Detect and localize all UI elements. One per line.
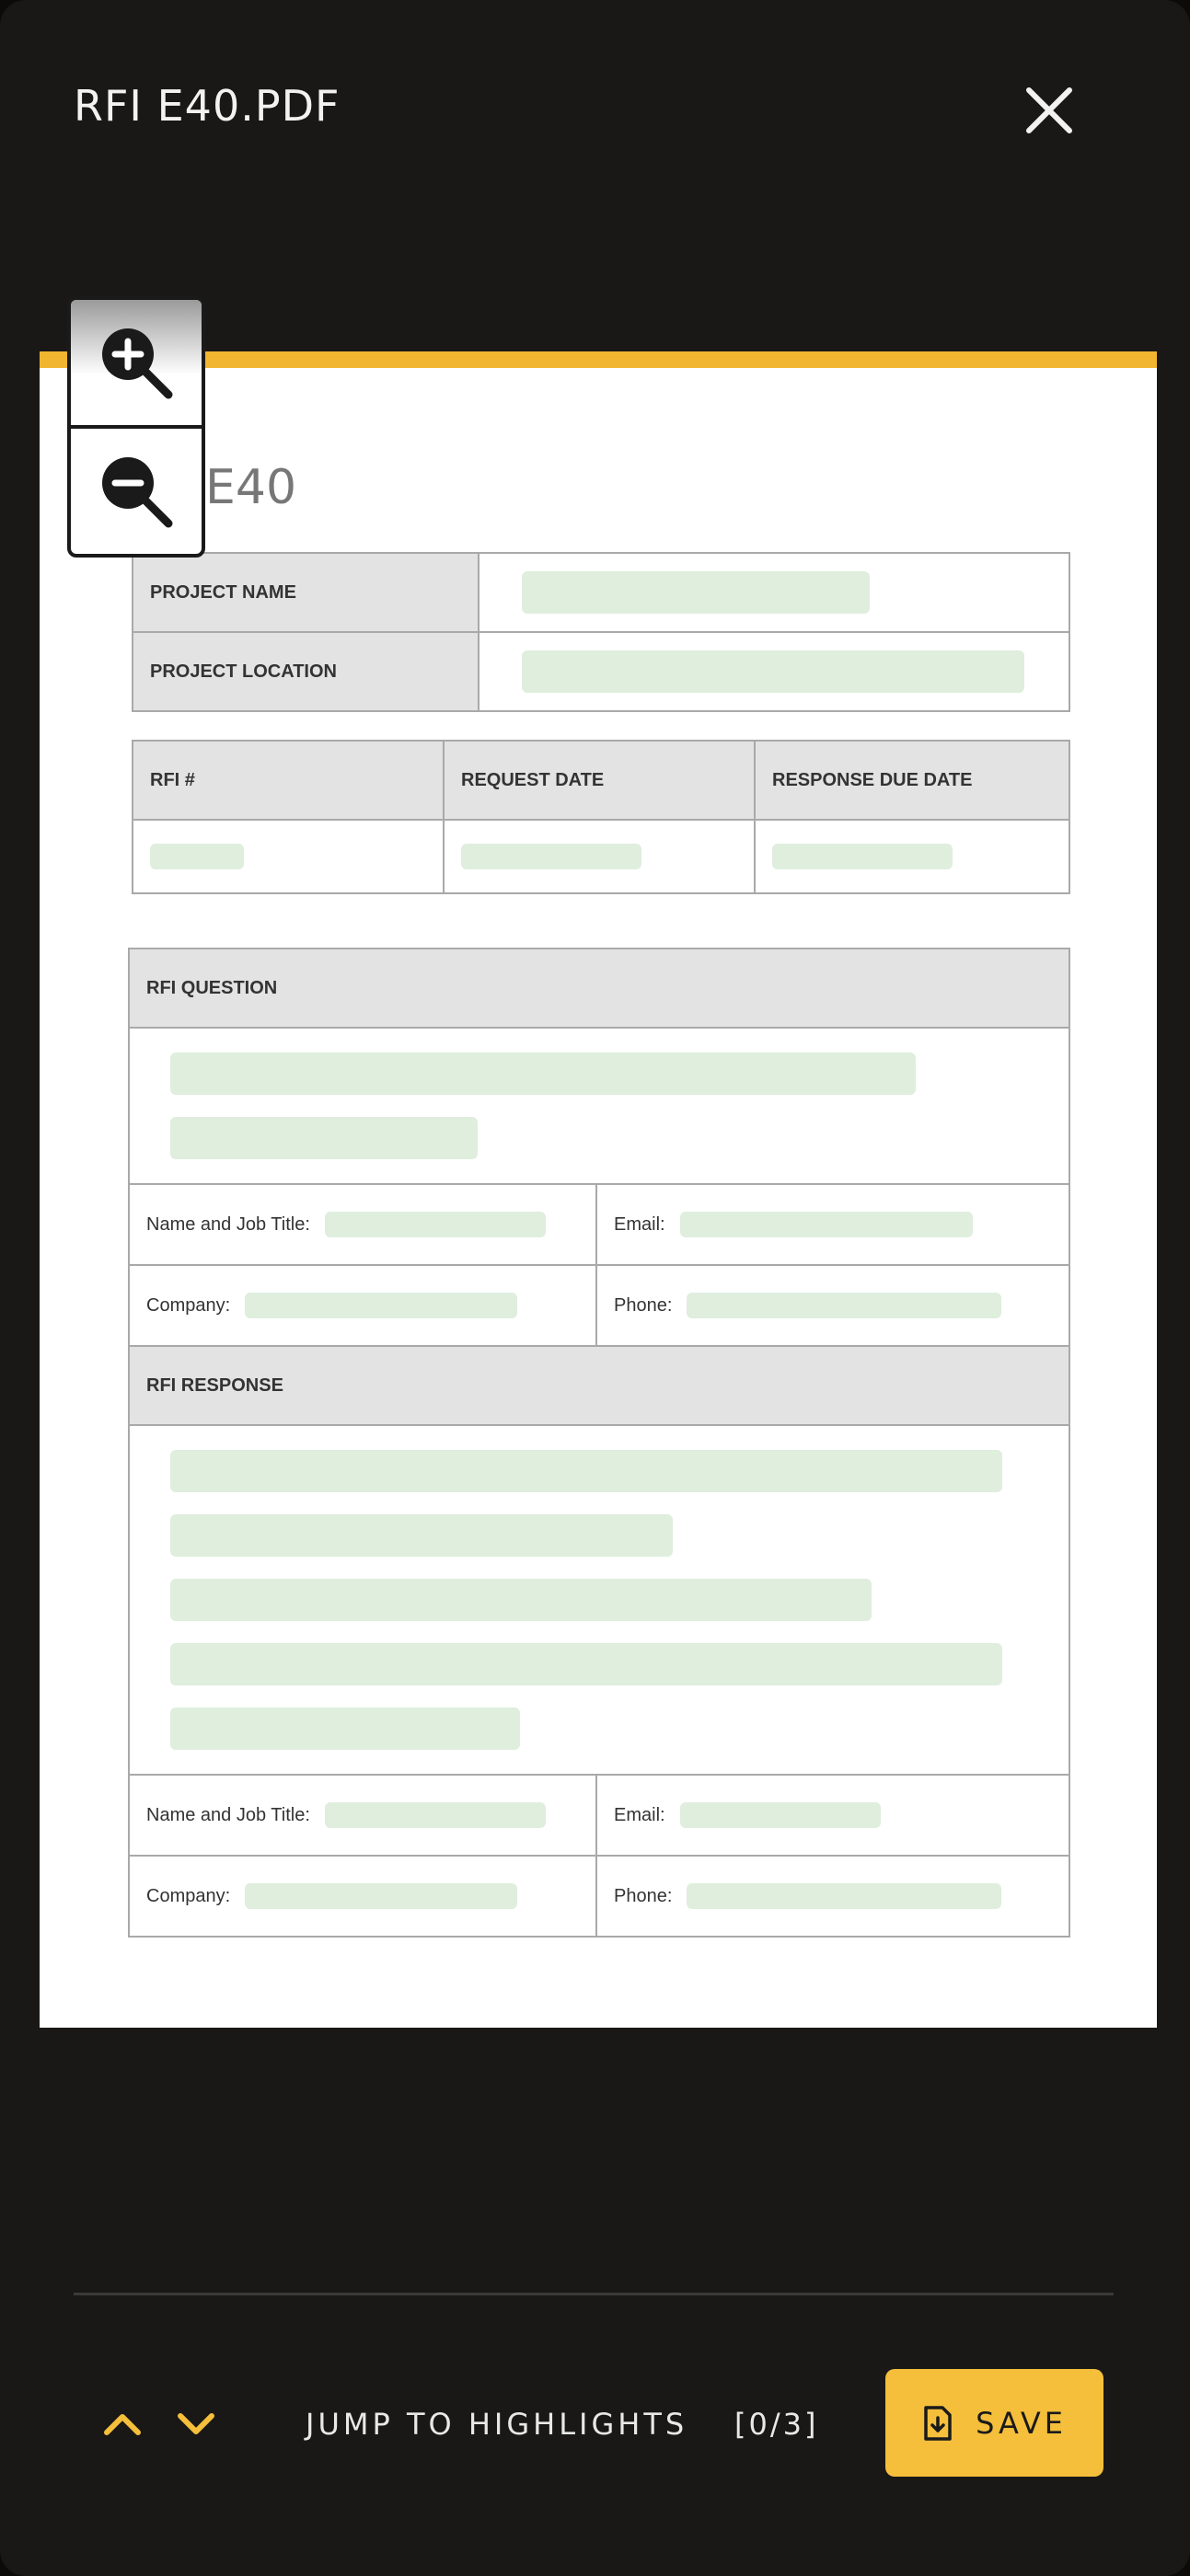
phone-label: Phone: xyxy=(614,1294,673,1316)
response-phone-cell xyxy=(596,1856,1069,1937)
chevron-down-icon xyxy=(173,2401,219,2447)
placeholder-bar xyxy=(687,1293,1001,1318)
question-name-cell xyxy=(129,1184,596,1265)
close-button[interactable] xyxy=(1020,81,1079,140)
document-heading: E40 xyxy=(205,460,297,515)
chevron-up-icon xyxy=(99,2401,145,2447)
close-icon xyxy=(1020,81,1079,140)
document-title: RFI E40.PDF xyxy=(74,81,341,131)
placeholder-bar xyxy=(680,1802,881,1828)
zoom-out-icon xyxy=(95,450,178,533)
save-button-label: SAVE xyxy=(976,2405,1067,2441)
file-download-icon xyxy=(922,2406,953,2441)
document-page xyxy=(40,351,1157,2028)
placeholder-bar xyxy=(687,1883,1001,1909)
placeholder-bar xyxy=(170,1450,1002,1492)
rfi-response-header: RFI RESPONSE xyxy=(129,1346,1069,1425)
placeholder-bar xyxy=(170,1579,872,1621)
jump-to-highlights-label[interactable]: JUMP TO HIGHLIGHTS xyxy=(306,2407,688,2442)
project-location-value xyxy=(479,632,1069,711)
request-date-header: REQUEST DATE xyxy=(444,741,755,820)
placeholder-bar xyxy=(170,1708,520,1750)
zoom-controls xyxy=(67,296,205,558)
save-button[interactable] xyxy=(885,2369,1103,2477)
document-accent-bar xyxy=(40,351,1157,368)
zoom-in-icon xyxy=(95,321,178,404)
project-table xyxy=(132,552,1070,712)
name-job-title-label: Name and Job Title: xyxy=(146,1804,310,1825)
project-location-label: PROJECT LOCATION xyxy=(133,632,479,711)
company-label: Company: xyxy=(146,1294,231,1316)
response-company-cell xyxy=(129,1856,596,1937)
phone-label: Phone: xyxy=(614,1885,673,1906)
placeholder-bar xyxy=(461,844,641,869)
rfi-qa-table xyxy=(128,948,1070,1938)
project-name-value xyxy=(479,553,1069,632)
placeholder-bar xyxy=(245,1883,517,1909)
email-label: Email: xyxy=(614,1804,665,1825)
response-due-date-value xyxy=(755,820,1069,893)
zoom-out-button[interactable] xyxy=(71,425,202,554)
placeholder-bar xyxy=(245,1293,517,1318)
placeholder-bar xyxy=(170,1643,1002,1685)
placeholder-bar xyxy=(325,1212,546,1237)
response-name-cell xyxy=(129,1775,596,1856)
name-job-title-label: Name and Job Title: xyxy=(146,1213,310,1235)
rfi-number-value xyxy=(133,820,444,893)
highlight-count: [0/3] xyxy=(734,2407,819,2442)
question-phone-cell xyxy=(596,1265,1069,1346)
request-date-value xyxy=(444,820,755,893)
question-company-cell xyxy=(129,1265,596,1346)
response-due-date-header: RESPONSE DUE DATE xyxy=(755,741,1069,820)
rfi-info-table xyxy=(132,740,1070,894)
placeholder-bar xyxy=(170,1052,916,1095)
question-email-cell xyxy=(596,1184,1069,1265)
rfi-number-header: RFI # xyxy=(133,741,444,820)
placeholder-bar xyxy=(325,1802,546,1828)
footer-divider xyxy=(74,2293,1114,2295)
rfi-question-body xyxy=(129,1028,1069,1184)
zoom-in-button[interactable] xyxy=(71,300,202,425)
email-label: Email: xyxy=(614,1213,665,1235)
placeholder-bar xyxy=(522,571,870,614)
placeholder-bar xyxy=(170,1514,673,1557)
rfi-question-header: RFI QUESTION xyxy=(129,949,1069,1028)
rfi-response-body xyxy=(129,1425,1069,1775)
placeholder-bar xyxy=(170,1117,478,1159)
placeholder-bar xyxy=(772,844,953,869)
placeholder-bar xyxy=(150,844,244,869)
placeholder-bar xyxy=(522,650,1024,693)
project-name-label: PROJECT NAME xyxy=(133,553,479,632)
placeholder-bar xyxy=(680,1212,973,1237)
next-highlight-button[interactable] xyxy=(173,2401,219,2447)
company-label: Company: xyxy=(146,1885,231,1906)
previous-highlight-button[interactable] xyxy=(99,2401,145,2447)
response-email-cell xyxy=(596,1775,1069,1856)
